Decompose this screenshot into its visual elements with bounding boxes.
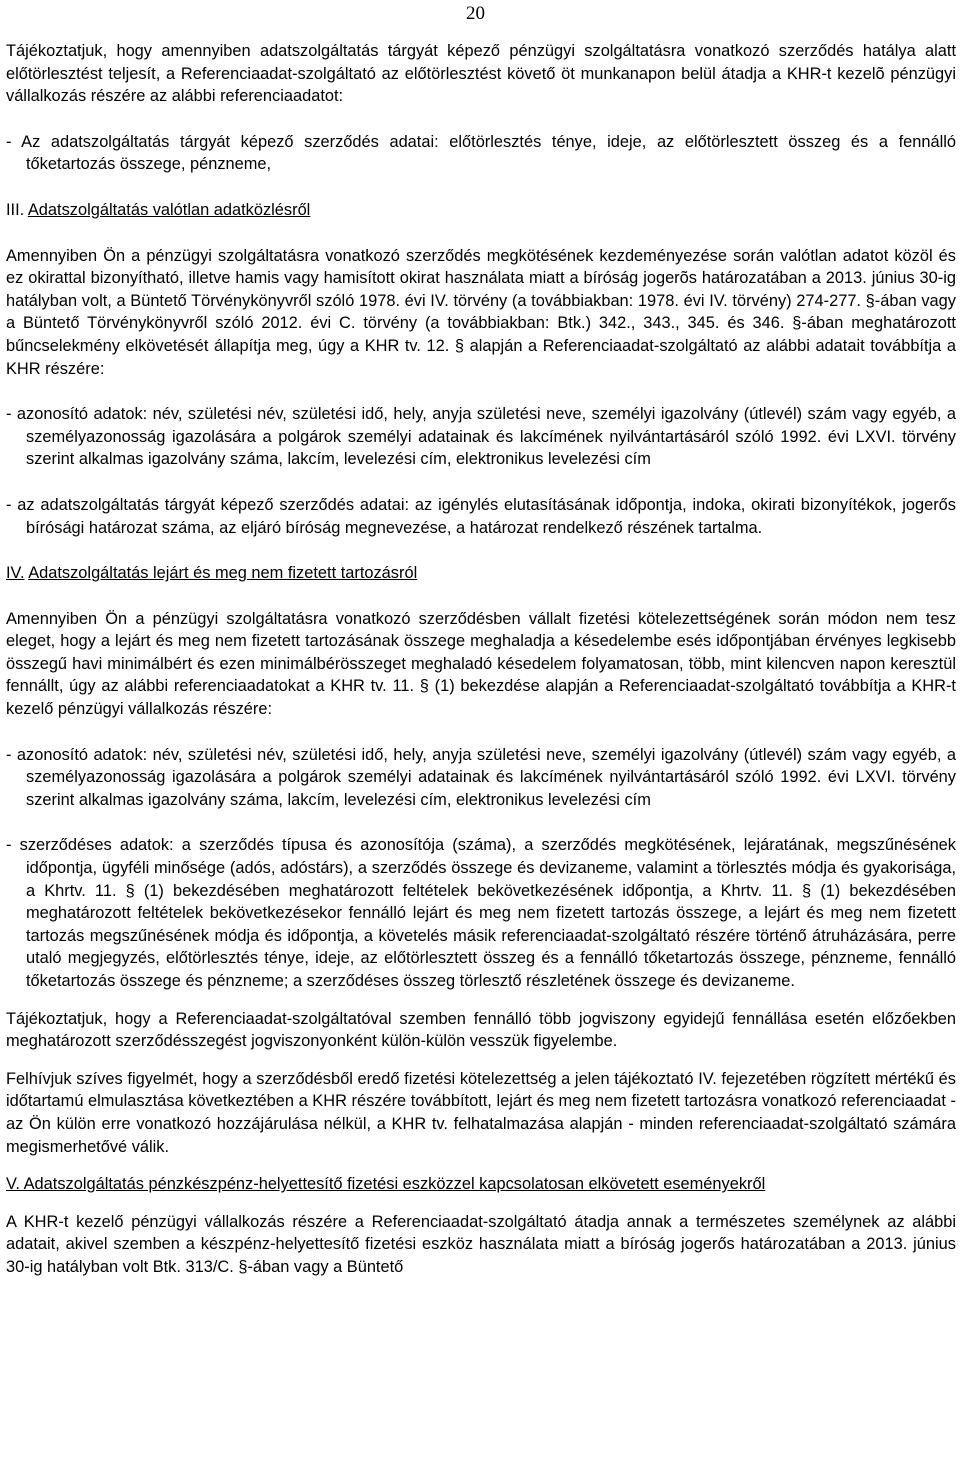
document-body xyxy=(6,40,956,1279)
section-3-paragraph: Amennyiben Ön a pénzügyi szolgáltatásra vonatkozó szerződés megkötésének kezdeményezése során valótlan adatot közöl és ez okirattal bizonyítható, illetve hamis vagy hamisított okirat használata miatt a bíróság jogerõs határozatában a 2013. június 30-ig hatályban volt, a Büntető Törvénykönyvről szóló 1978. évi IV. törvény (a továbbiakban: 1978. évi IV. törvény) 274-277. §-ában vagy a Büntető Törvénykönyvről szóló 2012. évi C. törvény (a továbbiakban: Btk.) 342., 343., 345. és 346. §-ában meghatározott bűncselekmény elkövetését állapítja meg, úgy a KHR tv. 12. § alapján a Referenciaadat-szolgáltató az alábbi adatait továbbítja a KHR részére: xyxy=(6,246,956,378)
section-3-bullet-identity: - azonosító adatok: név, születési név, születési idő, hely, anyja születési neve, személyi igazolvány (útlevél) szám vagy egyéb, a személyazonosság igazolására a polgárok személyi adatainak és lakcímének nyilvántartásáról szóló 1992. évi LXVI. törvény szerint alkalmas igazolvány száma, lakcím, levelezési cím, elektronikus levelezési cím xyxy=(6,405,956,469)
section-4-title: Adatszolgáltatás lejárt és meg nem fizetett tartozásról xyxy=(28,564,418,583)
section-5-paragraph: A KHR-t kezelő pénzügyi vállalkozás részére a Referenciaadat-szolgáltató átadja annak a természetes személynek az alábbi adatait, akivel szemben a készpénz-helyettesítő fizetési eszköz használata miatt a bíróság jogerős határozatában a 2013. június 30-ig hatályban volt Btk. 313/C. §-ában vagy a Büntető xyxy=(6,1212,956,1276)
section-4-paragraph: Amennyiben Ön a pénzügyi szolgáltatásra vonatkozó szerződésben vállalt fizetési kötelezettségének során módon nem tesz eleget, hogy a lejárt és meg nem fizetett tartozásának összege meghaladja a késedelembe esés időpontjában érvényes legkisebb összegű havi minimálbért és ezen minimálbérösszeget meghaladó késedelem folyamatosan, több, mint kilencven napon keresztül fennállt, úgy az alábbi referenciaadatokat a KHR tv. 11. § (1) bekezdése alapján a Referenciaadat-szolgáltató továbbítja a KHR-t kezelő pénzügyi vállalkozás részére: xyxy=(6,609,956,719)
section-4-heading xyxy=(6,562,956,585)
section-3-title: Adatszolgáltatás valótlan adatközlésről xyxy=(27,200,311,219)
section-5-heading: V. Adatszolgáltatás pénzkészpénz-helyettesítő fizetési eszközzel kapcsolatosan elkövetett eseményekről xyxy=(6,1175,766,1194)
section-4-number: IV. xyxy=(6,564,25,583)
page-number: 20 xyxy=(466,3,485,24)
intro-paragraph: Tájékoztatjuk, hogy amennyiben adatszolgáltatás tárgyát képező pénzügyi szolgáltatásra vonatkozó szerződés hatálya alatt előtörlesztést teljesít, a Referenciaadat-szolgáltató az előtörlesztést követő öt munkanapon belül átadja a KHR-t kezelõ pénzügyi vállalkozás részére az alábbi referenciaadatot: xyxy=(6,42,956,106)
section-3-number: III. xyxy=(6,200,25,219)
section-3-heading xyxy=(6,199,956,222)
info-paragraph-multiple-relations: Tájékoztatjuk, hogy a Referenciaadat-szolgáltatóval szemben fennálló több jogviszony egyidejű fennállása esetén előzőekben meghatározott szerződésszegést jogviszonyonként külön-külön vesszük figyelembe. xyxy=(6,1009,956,1051)
section-4-bullet-identity: - azonosító adatok: név, születési név, születési idő, hely, anyja születési neve, személyi igazolvány (útlevél) szám vagy egyéb, a személyazonosság igazolására a polgárok személyi adatainak és lakcímének nyilvántartásáról szóló 1992. évi LXVI. törvény szerint alkalmas igazolvány száma, lakcím, levelezési cím, elektronikus levelezési cím xyxy=(6,745,956,809)
info-paragraph-notice: Felhívjuk szíves figyelmét, hogy a szerződésből eredő fizetési kötelezettség a jelen tájékoztató IV. fejezetében rögzített mértékű és időtartamú elmulasztása következtében a KHR részére továbbított, lejárt és meg nem fizetett tartozásra vonatkozó referenciaadat - az Ön külön erre vonatkozó hozzájárulása nélkül, a KHR tv. felhatalmazása alapján - minden referenciaadat-szolgáltató számára megismerhetővé válik. xyxy=(6,1069,956,1156)
section-4-bullet-contract: - szerződéses adatok: a szerződés típusa és azonosítója (száma), a szerződés megkötésének, lejáratának, megszűnésének időpontja, ügyféli minősége (adós, adóstárs), a szerződés összege és devizaneme, valamint a törlesztés módja és gyakorisága, a Khrtv. 11. § (1) bekezdésében meghatározott feltételek bekövetkezésének időpontja, a Khrtv. 11. § (1) bekezdésében meghatározott feltételek bekövetkezésekor fennálló lejárt és meg nem fizetett tartozás összege, a lejárt és meg nem fizetett tartozás megszűnésének módja és időpontja, a követelés másik referenciaadat-szolgáltató részére történő átruházására, perre utaló megjegyzés, előtörlesztés ténye, ideje, az előtörlesztett összeg és a fennálló tőketartozás összege, pénzneme, fennálló tőketartozás összege és pénzneme; a szerződéses összeg törlesztő részletének összege és devizaneme. xyxy=(6,836,956,990)
intro-bullet: - Az adatszolgáltatás tárgyát képező szerződés adatai: előtörlesztés ténye, ideje, az előtörlesztett összeg és a fennálló tőketartozás összege, pénzneme, xyxy=(6,132,956,174)
section-3-bullet-contract: - az adatszolgáltatás tárgyát képező szerződés adatai: az igénylés elutasításának időpontja, indoka, okirati bizonyítékok, jogerős bírósági határozat száma, az eljáró bíróság megnevezése, a határozat rendelkező részének tartalma. xyxy=(6,495,956,537)
